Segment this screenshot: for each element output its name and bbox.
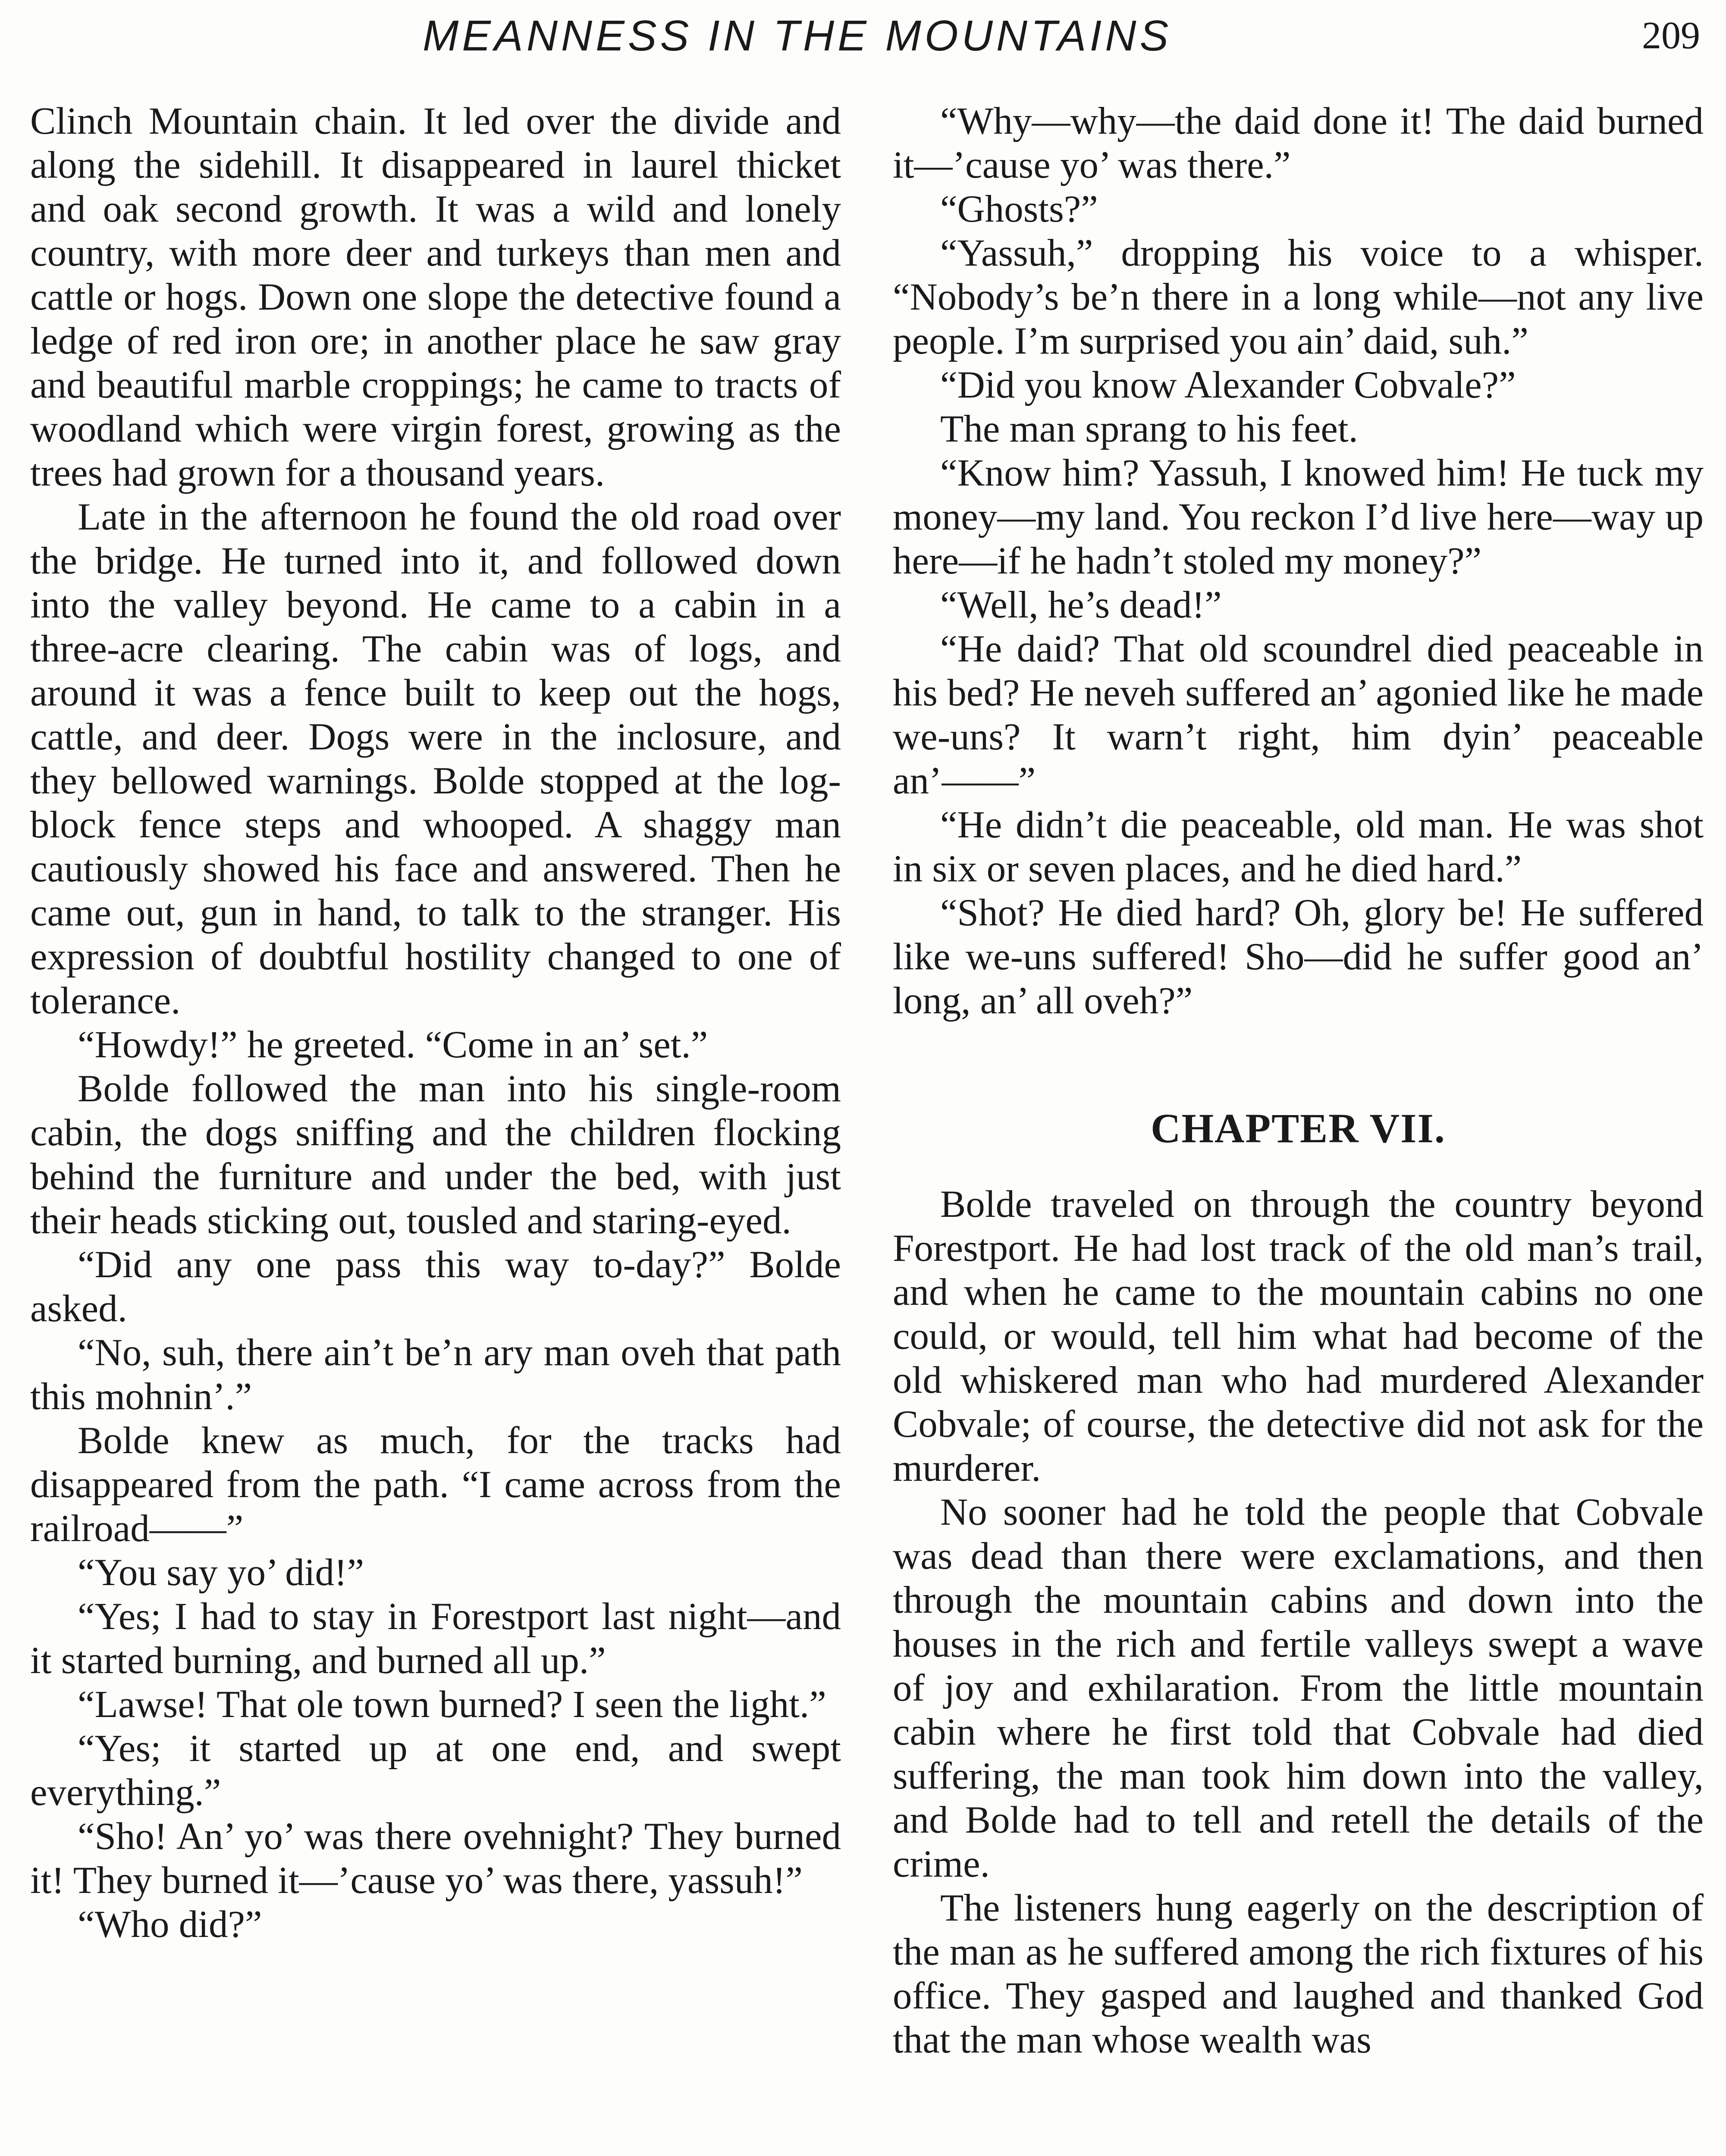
paragraph: No sooner had he told the people that Cobvale was dead than there were exclamations, and then through the mountain cabins and down into the houses in the rich and fertile valleys swept a wave of joy and exhilaration. From the little mountain cabin where he first told that Cobvale had died suffering, the man took him down into the valley, and Bolde had to tell and retell the details of the crime.	[893, 1491, 1704, 1885]
paragraph: “Why—why—the daid done it! The daid burned it—’cause yo’ was there.”	[893, 100, 1704, 186]
right-column	[893, 99, 1704, 2062]
paragraph: The listeners hung eagerly on the description of the man as he suffered among the rich fixtures of his office. They gasped and laughed and thanked God that the man whose wealth was	[893, 1887, 1704, 2061]
paragraph: Clinch Mountain chain. It led over the divide and along the sidehill. It disappeared in laurel thicket and oak second growth. It was a wild and lonely country, with more deer and turkeys than men and cattle or hogs. Down one slope the detective found a ledge of red iron ore; in another place he saw gray and beautiful marble croppings; he came to tracts of woodland which were virgin forest, growing as the trees had grown for a thousand years.	[30, 100, 841, 494]
running-title: MEANNESS IN THE MOUNTAINS	[423, 12, 1172, 60]
page-number: 209	[1642, 14, 1700, 57]
paragraph: Bolde traveled on through the country beyond Forestport. He had lost track of the old man’s trail, and when he came to the mountain cabins no one could, or would, tell him what had become of the old whiskered man who had murdered Alexander Cobvale; of course, the detective did not ask for the murderer.	[893, 1183, 1704, 1489]
paragraph: “Ghosts?”	[940, 188, 1098, 230]
paragraph: “Yes; it started up at one end, and swept everything.”	[30, 1727, 841, 1814]
paragraph: “He didn’t die peaceable, old man. He was shot in six or seven places, and he died hard.”	[893, 804, 1704, 890]
paragraph: “No, suh, there ain’t be’n ary man oveh that path this mohnin’.”	[30, 1332, 841, 1418]
paragraph: “Lawse! That ole town burned? I seen the light.”	[78, 1683, 826, 1726]
paragraph: The man sprang to his feet.	[940, 408, 1358, 450]
running-head	[0, 8, 1726, 64]
paragraph: Late in the afternoon he found the old road over the bridge. He turned into it, and followed down into the valley beyond. He came to a cabin in a three-acre clearing. The cabin was of logs, and around it was a fence built to keep out the hogs, cattle, and deer. Dogs were in the inclosure, and they bellowed warnings. Bolde stopped at the log-block fence steps and whooped. A shaggy man cautiously showed his face and answered. Then he came out, gun in hand, to talk to the stranger. His expression of doubtful hostility changed to one of tolerance.	[30, 496, 841, 1022]
paragraph: “Who did?”	[78, 1903, 262, 1946]
paragraph: “Shot? He died hard? Oh, glory be! He suffered like we-uns suffered! Sho—did he suffer good an’ long, an’ all oveh?”	[893, 892, 1704, 1022]
left-column	[30, 99, 841, 1946]
paragraph: “He daid? That old scoundrel died peaceable in his bed? He neveh suffered an’ agonied like he made we-uns? It warn’t right, him dyin’ peaceable an’——”	[893, 628, 1704, 802]
paragraph: “Know him? Yassuh, I knowed him! He tuck my money—my land. You reckon I’d live here—way up here—if he hadn’t stoled my money?”	[893, 452, 1704, 582]
paragraph: “Howdy!” he greeted. “Come in an’ set.”	[78, 1024, 708, 1066]
paragraph: “Did you know Alexander Cobvale?”	[940, 364, 1516, 406]
paragraph: “Well, he’s dead!”	[940, 584, 1222, 626]
paragraph: Bolde followed the man into his single-room cabin, the dogs sniffing and the children flocking behind the furniture and under the bed, with just their heads sticking out, tousled and staring-eyed.	[30, 1068, 841, 1242]
paragraph: Bolde knew as much, for the tracks had disappeared from the path. “I came across from the railroad——”	[30, 1420, 841, 1550]
chapter-heading: CHAPTER VII.	[1151, 1105, 1446, 1151]
paragraph: “Did any one pass this way to-day?” Bolde asked.	[30, 1244, 841, 1330]
paragraph: “Sho! An’ yo’ was there ovehnight? They burned it! They burned it—’cause yo’ was there, yassuh!”	[30, 1815, 841, 1902]
paragraph: “Yassuh,” dropping his voice to a whisper. “Nobody’s be’n there in a long while—not any live people. I’m surprised you ain’ daid, suh.”	[893, 232, 1704, 362]
paragraph: “You say yo’ did!”	[78, 1551, 364, 1594]
paragraph: “Yes; I had to stay in Forestport last night—and it started burning, and burned all up.”	[30, 1595, 841, 1682]
